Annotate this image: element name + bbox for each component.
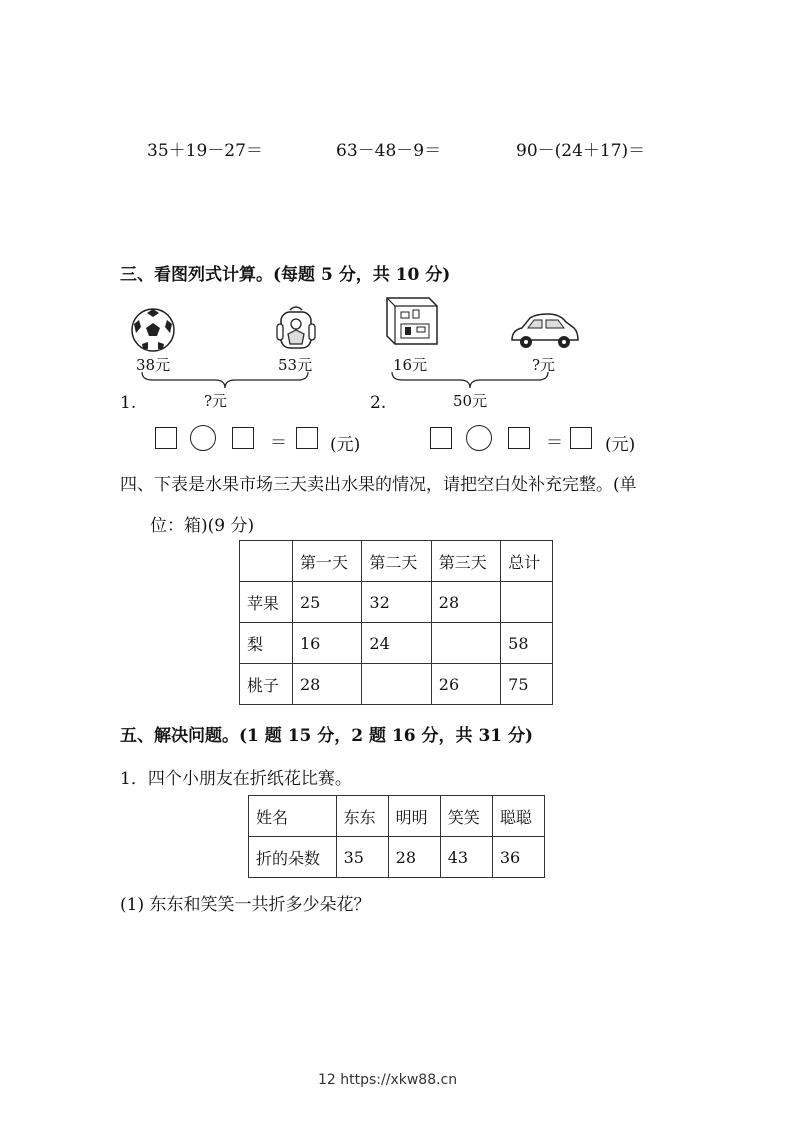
table-header-cell: 东东: [336, 796, 388, 837]
table-row: [240, 664, 553, 705]
table-header-cell: 聪聪: [492, 796, 544, 837]
table-cell: 75: [501, 664, 553, 705]
table-cell: 58: [501, 623, 553, 664]
book-icon: [381, 296, 441, 350]
answer-box[interactable]: [232, 427, 254, 449]
page-footer: 12 https://xkw88.cn: [318, 1072, 458, 1088]
table-cell: 28: [431, 582, 500, 623]
table-header-cell: 明明: [388, 796, 440, 837]
table-cell: 43: [440, 837, 492, 878]
problem-2-right-price: ?元: [532, 356, 556, 374]
table-cell: 桃子: [240, 664, 293, 705]
table-cell: 32: [362, 582, 431, 623]
table-header-cell: [240, 541, 293, 582]
equals-sign: ＝: [270, 433, 287, 453]
operator-circle[interactable]: [190, 425, 216, 451]
fruit-sales-table: [239, 540, 553, 705]
answer-box[interactable]: [155, 427, 177, 449]
problem-1-right-price: 53元: [278, 356, 313, 374]
table-header-row: [249, 796, 545, 837]
problem-2-left-price: 16元: [393, 356, 428, 374]
table-cell: 苹果: [240, 582, 293, 623]
table-row: [240, 582, 553, 623]
backpack-icon: [274, 304, 318, 356]
expression-1: 35＋19－27＝: [147, 141, 263, 161]
table-cell: 16: [293, 623, 362, 664]
table-cell: 28: [388, 837, 440, 878]
table-cell: 24: [362, 623, 431, 664]
blank-cell[interactable]: [431, 623, 500, 664]
soccer-ball-icon: [130, 307, 176, 357]
blank-cell[interactable]: [501, 582, 553, 623]
section-4-title-line1: 四、下表是水果市场三天卖出水果的情况，请把空白处补充完整。(单: [120, 475, 637, 495]
table-cell: 28: [293, 664, 362, 705]
table-cell: 梨: [240, 623, 293, 664]
table-cell: 25: [293, 582, 362, 623]
problem-2-unit: (元): [605, 435, 636, 455]
table-header-cell: 第二天: [362, 541, 431, 582]
section-5-title: 五、解决问题。(1 题 15 分，2 题 16 分，共 31 分): [120, 726, 534, 746]
table-header-cell: 姓名: [249, 796, 337, 837]
table-cell: 35: [336, 837, 388, 878]
problem-1-unit: (元): [330, 435, 361, 455]
answer-box[interactable]: [570, 427, 592, 449]
expression-3: 90－(24＋17)＝: [516, 141, 646, 161]
table-header-row: [240, 541, 553, 582]
question-1-text: 1．四个小朋友在折纸花比赛。: [120, 769, 352, 789]
answer-box[interactable]: [430, 427, 452, 449]
table-header-cell: 第一天: [293, 541, 362, 582]
answer-box[interactable]: [296, 427, 318, 449]
operator-circle[interactable]: [466, 425, 492, 451]
paper-flower-table: [248, 795, 545, 878]
table-header-cell: 第三天: [431, 541, 500, 582]
equals-sign: ＝: [546, 433, 563, 453]
answer-box[interactable]: [508, 427, 530, 449]
table-cell: 26: [431, 664, 500, 705]
problem-2-number: 2.: [370, 393, 387, 413]
expression-2: 63－48－9＝: [336, 141, 442, 161]
toy-car-icon: [508, 312, 580, 356]
blank-cell[interactable]: [362, 664, 431, 705]
table-header-cell: 笑笑: [440, 796, 492, 837]
problem-1-left-price: 38元: [136, 356, 171, 374]
section-3-title: 三、看图列式计算。(每题 5 分，共 10 分): [120, 265, 451, 285]
table-cell: 折的朵数: [249, 837, 337, 878]
table-header-cell: 总计: [501, 541, 553, 582]
problem-1-number: 1.: [120, 393, 137, 413]
table-row: [249, 837, 545, 878]
problem-1-total: ?元: [204, 392, 228, 410]
table-cell: 36: [492, 837, 544, 878]
sub-question-1-text: (1) 东东和笑笑一共折多少朵花？: [120, 895, 371, 915]
section-4-title-line2: 位：箱)(9 分): [150, 516, 255, 536]
problem-2-total: 50元: [453, 392, 488, 410]
table-row: [240, 623, 553, 664]
